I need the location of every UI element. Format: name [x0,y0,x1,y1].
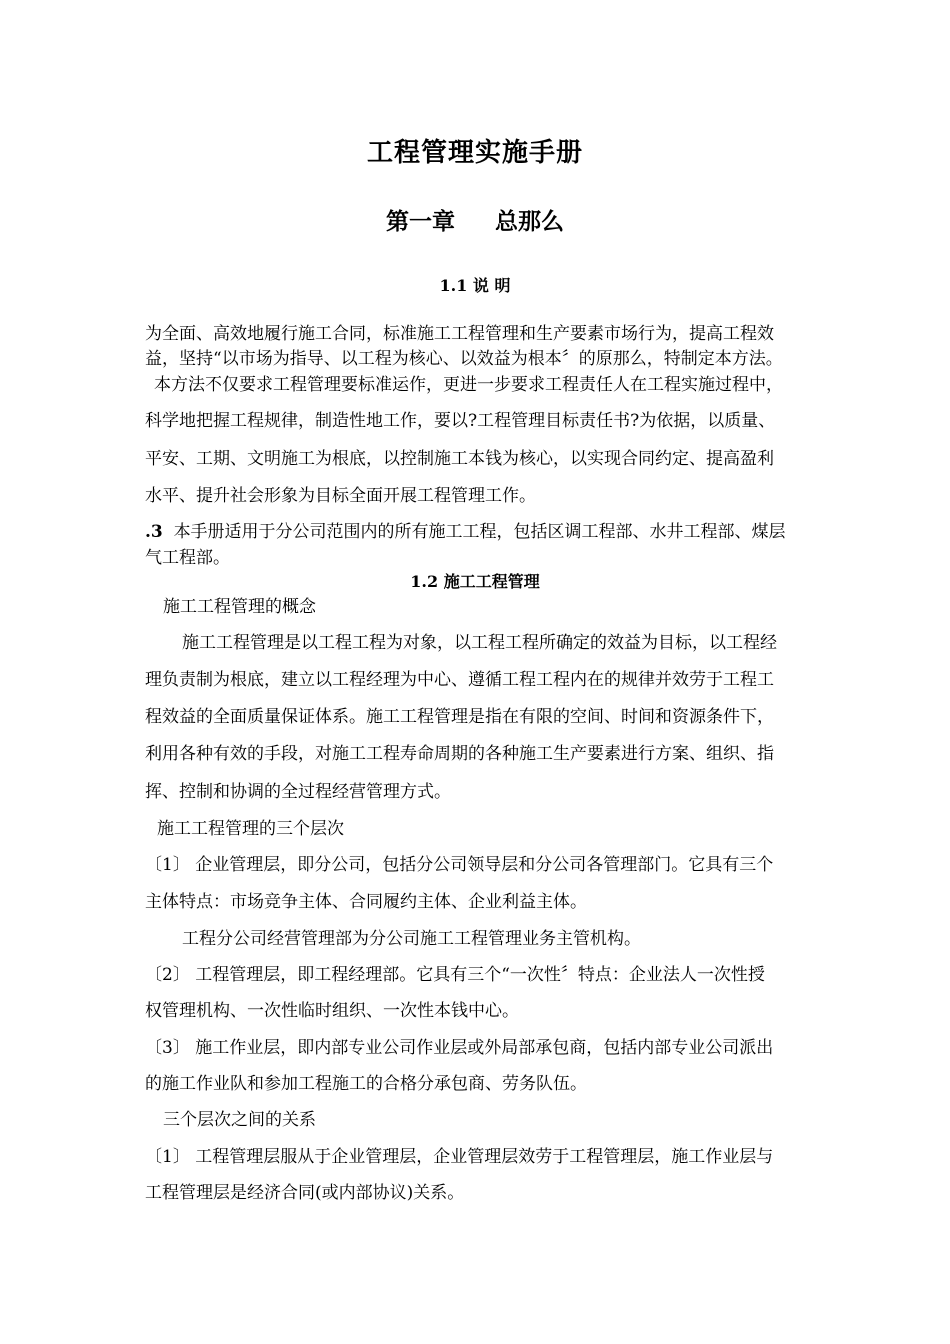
list-item-line: 〔1〕 企业管理层，即分公司，包括分公司领导层和分公司各管理部门。它具有三个 [145,855,774,875]
clause-text: 本手册适用于分公司范围内的所有施工工程，包括区调工程部、水井工程部、煤层 [173,522,786,542]
paragraph-line: 工程分公司经营管理部为分公司施工工程管理业务主管机构。 [182,929,641,949]
chapter-heading [0,207,950,237]
list-item-line: 权管理机构、一次性临时组织、一次性本钱中心。 [145,1001,519,1021]
paragraph-line: 水平、提升社会形象为目标全面开展工程管理工作。 [145,486,536,506]
paragraph-line: 气工程部。 [145,548,230,568]
subheading-concept: 施工工程管理的概念 [163,597,316,617]
list-item-line: 〔2〕 工程管理层，即工程经理部。它具有三个“一次性〞特点：企业法人一次性授 [145,965,765,985]
clause-number: .3 [145,522,163,542]
paragraph-line: 为全面、高效地履行施工合同，标准施工工程管理和生产要素市场行为，提高工程效 [145,324,774,344]
document-title: 工程管理实施手册 [366,138,583,168]
paragraph-line: 利用各种有效的手段，对施工工程寿命周期的各种施工生产要素进行方案、组织、指 [145,744,774,764]
list-item-line: 主体特点：市场竞争主体、合同履约主体、企业利益主体。 [145,892,587,912]
list-item-line: 的施工作业队和参加工程施工的合格分承包商、劳务队伍。 [145,1074,587,1094]
chapter-name: 总那么 [495,208,564,235]
section-heading-1-1: 1.1 说 明 [439,276,511,295]
paragraph-line: 挥、控制和协调的全过程经营管理方式。 [145,782,451,802]
paragraph-line: 益，坚持“以市场为指导、以工程为核心、以效益为根本〞的原那么，特制定本方法。 [145,349,783,369]
paragraph-line: 施工工程管理是以工程工程为对象，以工程工程所确定的效益为目标，以工程经 [182,633,777,653]
paragraph-line: 理负责制为根底，建立以工程经理为中心、遵循工程工程内在的规律并效劳于工程工 [145,670,774,690]
section-heading-1-2: 1.2 施工工程管理 [410,572,540,591]
paragraph-line: 科学地把握工程规律，制造性地工作，要以?工程管理目标责任书?为依据，以质量、 [145,411,776,431]
paragraph-line: 平安、工期、文明施工为根底，以控制施工本钱为核心，以实现合同约定、提高盈利 [145,449,774,469]
subheading-levels: 施工工程管理的三个层次 [157,819,344,839]
paragraph-line: 程效益的全面质量保证体系。施工工程管理是指在有限的空间、时间和资源条件下， [145,707,774,727]
subheading-relation: 三个层次之间的关系 [163,1110,316,1130]
chapter-number: 第一章 [386,208,455,235]
list-item-line: 工程管理层是经济合同(或内部协议)关系。 [145,1183,465,1203]
paragraph-line: 本方法不仅要求工程管理要标准运作，更进一步要求工程责任人在工程实施过程中， [154,375,783,395]
list-item-line: 〔3〕 施工作业层，即内部专业公司作业层或外局部承包商，包括内部专业公司派出 [145,1038,774,1058]
list-item-line: 〔1〕 工程管理层服从于企业管理层，企业管理层效劳于工程管理层，施工作业层与 [145,1147,774,1167]
paragraph-line [145,521,786,543]
